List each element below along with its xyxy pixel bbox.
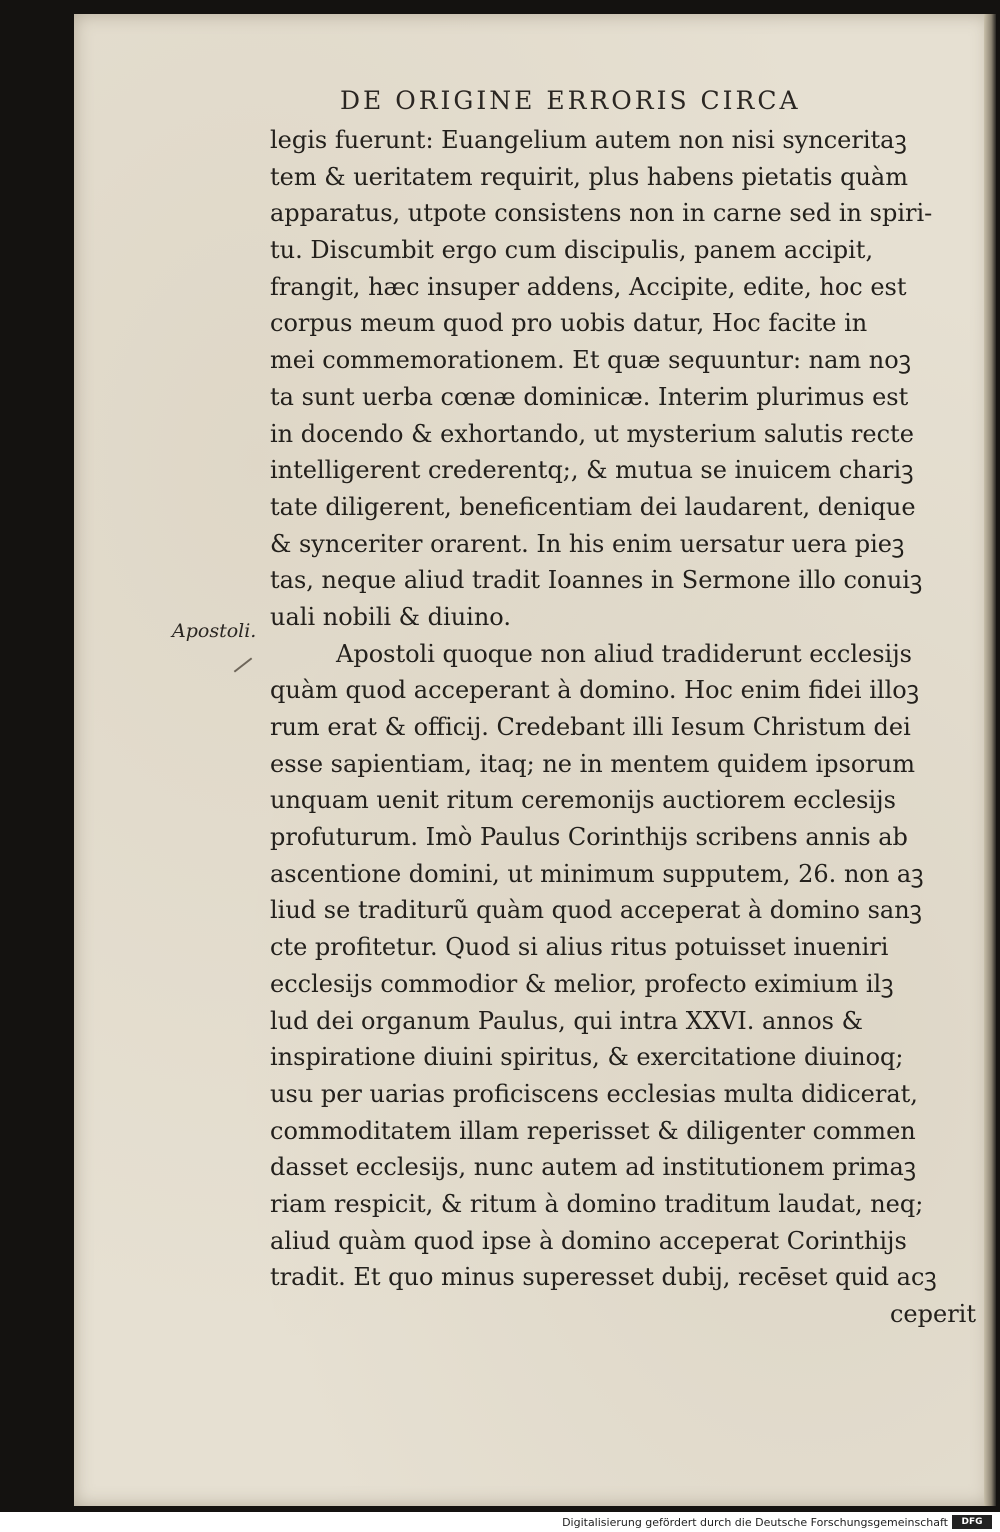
running-head: DE ORIGINE ERRORIS CIRCA: [340, 86, 801, 115]
text-line: lud dei organum Paulus, qui intra XXVI. annos &: [270, 1006, 863, 1035]
text-line: dasset ecclesijs, nunc autem ad institutionem primaꝫ: [270, 1153, 917, 1182]
text-line: quàm quod acceperant à domino. Hoc enim fidei illoꝫ: [270, 676, 919, 705]
text-line: frangit, hæc insuper addens, Accipite, edite, hoc est: [270, 272, 907, 301]
text-line: tu. Discumbit ergo cum discipulis, panem accipit,: [270, 236, 874, 265]
text-line: ta sunt uerba cœnæ dominicæ. Interim plurimus est: [270, 382, 909, 411]
text-line: aliud quàm quod ipse à domino acceperat Corinthijs: [270, 1226, 907, 1255]
funding-credit: Digitalisierung gefördert durch die Deutsche Forschungsgemeinschaft: [562, 1516, 948, 1529]
text-line: mei commemorationem. Et quæ sequuntur: nam noꝫ: [270, 346, 911, 375]
body-text: [270, 122, 986, 1333]
text-line: liud se traditurũ quàm quod acceperat à domino sanꝫ: [270, 896, 922, 925]
text-line: cte profitetur. Quod si alius ritus potuisset inueniri: [270, 933, 889, 962]
text-line: uali nobili & diuino.: [270, 602, 511, 631]
text-line: tem & ueritatem requirit, plus habens pietatis quàm: [270, 162, 908, 191]
text-line: tate diligerent, beneficentiam dei laudarent, denique: [270, 492, 916, 521]
marginal-note: Apostoli.: [172, 620, 257, 642]
text-line: riam respicit, & ritum à domino traditum laudat, neq;: [270, 1189, 924, 1218]
catchword: ceperit: [889, 1300, 976, 1328]
text-line: tas, neque aliud tradit Ioannes in Sermone illo conuiꝫ: [270, 566, 923, 595]
text-line: tradit. Et quo minus superesset dubij, recēset quid acꝫ: [270, 1263, 937, 1292]
text-line: legis fuerunt: Euangelium autem non nisi synceritaꝫ: [270, 126, 907, 154]
text-line: apparatus, utpote consistens non in carne sed in spiri-: [270, 199, 933, 228]
text-line: commoditatem illam reperisset & diligenter commen: [270, 1116, 916, 1145]
text-line: intelligerent crederentq;, & mutua se inuicem chariꝫ: [270, 456, 914, 485]
text-line: Apostoli quoque non aliud tradiderunt ecclesijs: [336, 639, 912, 668]
text-line: ecclesijs commodior & melior, profecto eximium ilꝫ: [270, 969, 894, 998]
text-line: in docendo & exhortando, ut mysterium salutis recte: [270, 419, 914, 448]
text-line: ascentione domini, ut minimum supputem, 26. non aꝫ: [270, 859, 924, 888]
text-line: & synceriter orarent. In his enim uersatur uera pieꝫ: [270, 529, 905, 558]
text-line: profuturum. Imò Paulus Corinthijs scribens annis ab: [270, 823, 908, 852]
text-line: usu per uarias proficiscens ecclesias multa didicerat,: [270, 1079, 918, 1108]
text-line: esse sapientiam, itaq; ne in mentem quidem ipsorum: [270, 749, 915, 778]
dfg-logo: DFG: [952, 1515, 992, 1529]
text-line: rum erat & officij. Credebant illi Iesum Christum dei: [270, 713, 911, 741]
text-line: corpus meum quod pro uobis datur, Hoc facite in: [270, 309, 868, 338]
text-line: unquam uenit ritum ceremonijs auctiorem ecclesijs: [270, 786, 896, 815]
footer-bar: [0, 1512, 1000, 1532]
text-line: inspiratione diuini spiritus, & exercitatione diuinoq;: [270, 1043, 904, 1072]
